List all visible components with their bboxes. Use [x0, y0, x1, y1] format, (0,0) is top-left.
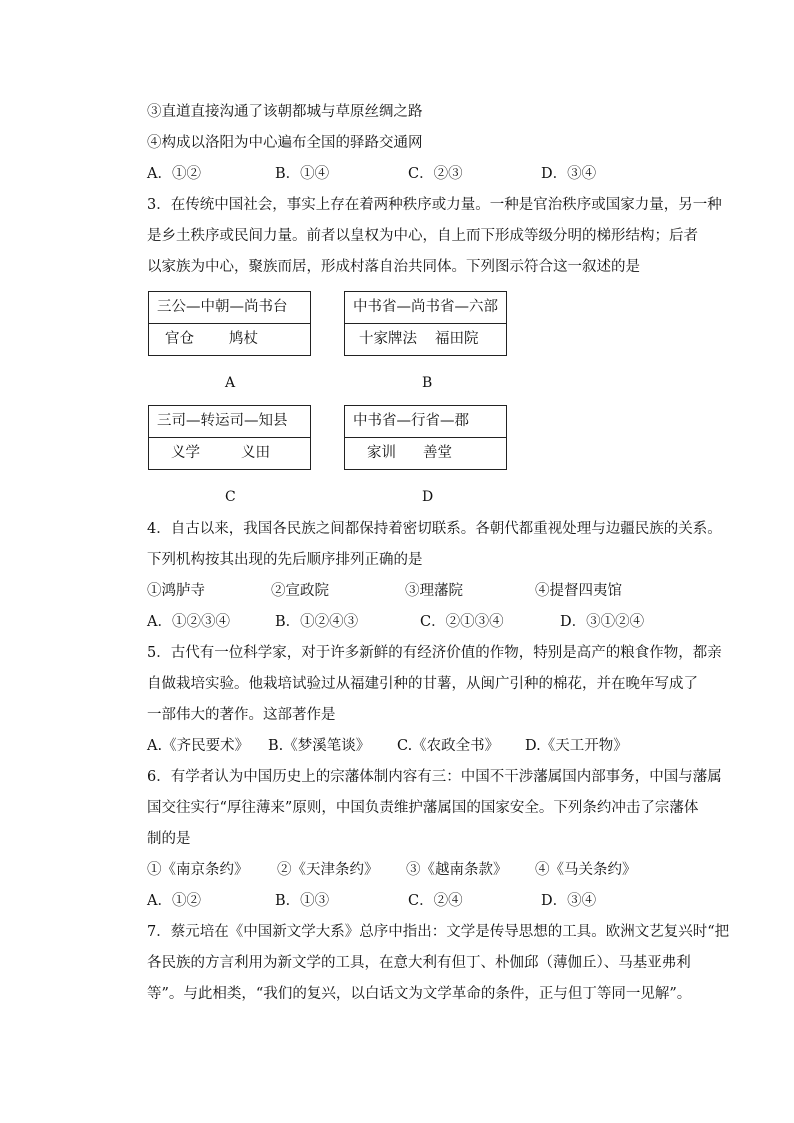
q2-option-c: C．②③ [408, 166, 463, 182]
q4-item-3: ③理藩院 [405, 583, 463, 599]
q6-option-c: C．②④ [408, 893, 463, 909]
diagram-a-local [149, 324, 310, 354]
diagram-b [344, 291, 507, 356]
q3-stem-line-3: 以家族为中心，聚族而居，形成村落自治共同体。下列图示符合这一叙述的是 [147, 259, 640, 275]
q4-item-2: ②宣政院 [271, 583, 329, 599]
diagram-a-item-left: 官仓 [165, 331, 194, 347]
diagram-d-label: D [422, 489, 434, 505]
q3-stem-line-1: 3．在传统中国社会，事实上存在着两种秩序或力量。一种是官治秩序或国家力量，另一种 [147, 197, 722, 213]
q6-item-1: ①《南京条约》 [147, 862, 249, 878]
diagram-a-hierarchy: 三公—中朝—尚书台 [149, 292, 310, 324]
diagram-a-item-right: 鸠杖 [229, 331, 258, 347]
diagram-b-label: B [422, 375, 433, 391]
diagram-c [148, 405, 311, 470]
diagram-d-item-left: 家训 [367, 445, 396, 461]
diagram-c-item-right: 义田 [241, 445, 270, 461]
q5-option-c: C.《农政全书》 [397, 738, 500, 754]
diagram-c-hierarchy: 三司—转运司—知县 [149, 406, 310, 438]
q6-item-2: ②《天津条约》 [277, 862, 379, 878]
q6-option-d: D．③④ [541, 893, 597, 909]
q7-stem-line-2: 各民族的方言利用为新文学的工具，在意大利有但丁、朴伽邱（薄伽丘）、马基亚弗利 [147, 955, 691, 971]
diagram-b-hierarchy: 中书省—尚书省—六部 [345, 292, 506, 324]
q6-stem-line-3: 制的是 [147, 831, 191, 847]
q3-stem-line-2: 是乡土秩序或民间力量。前者以皇权为中心，自上而下形成等级分明的梯形结构；后者 [147, 228, 698, 244]
q6-item-3: ③《越南条款》 [406, 862, 508, 878]
q5-option-d: D.《天工开物》 [525, 738, 628, 754]
diagram-d-item-right: 善堂 [423, 445, 452, 461]
q7-stem-line-1: 7．蔡元培在《中国新文学大系》总序中指出：文学是传导思想的工具。欧洲文艺复兴时“把 [147, 924, 730, 940]
diagram-d [344, 405, 507, 470]
q6-item-4: ④《马关条约》 [535, 862, 637, 878]
q2-option-a: A．①② [147, 166, 201, 182]
q4-option-d: D．③①②④ [560, 614, 645, 630]
diagram-c-item-left: 义学 [171, 445, 200, 461]
q4-stem-line-2: 下列机构按其出现的先后顺序排列正确的是 [147, 552, 423, 568]
q5-stem-line-2: 自做栽培实验。他栽培试验过从福建引种的甘薯，从闽广引种的棉花，并在晚年写成了 [147, 676, 698, 692]
diagram-b-local [345, 324, 506, 354]
q6-stem-line-2: 国交往实行“厚往薄来”原则，中国负责维护藩属国的国家安全。下列条约冲击了宗藩体 [147, 800, 699, 816]
q5-stem-line-3: 一部伟大的著作。这部著作是 [147, 707, 336, 723]
q4-option-c: C．②①③④ [420, 614, 504, 630]
q4-stem-line-1: 4．自古以来，我国各民族之间都保持着密切联系。各朝代都重视处理与边疆民族的关系。 [147, 521, 722, 537]
q6-option-b: B．①③ [275, 893, 330, 909]
q6-option-a: A．①② [147, 893, 201, 909]
q2-option-b: B．①④ [275, 166, 330, 182]
q2-option-d: D．③④ [541, 166, 597, 182]
q4-item-1: ①鸿胪寺 [147, 583, 205, 599]
diagram-d-hierarchy: 中书省—行省—郡 [345, 406, 506, 438]
q5-option-b: B.《梦溪笔谈》 [268, 738, 371, 754]
q2-item-3: ③直道直接沟通了该朝都城与草原丝绸之路 [147, 104, 423, 120]
diagram-b-item-left: 十家牌法 [359, 331, 417, 347]
q2-item-4: ④构成以洛阳为中心遍布全国的驿路交通网 [147, 135, 423, 151]
q5-stem-line-1: 5．古代有一位科学家，对于许多新鲜的有经济价值的作物，特别是高产的粮食作物，都亲 [147, 645, 722, 661]
q4-option-a: A．①②③④ [147, 614, 230, 630]
q6-stem-line-1: 6．有学者认为中国历史上的宗藩体制内容有三：中国不干涉藩属国内部事务，中国与藩属 [147, 769, 722, 785]
diagram-c-local [149, 438, 310, 468]
diagram-d-local [345, 438, 506, 468]
diagram-a [148, 291, 311, 356]
q4-option-b: B．①②④③ [275, 614, 359, 630]
diagram-a-label: A [225, 375, 236, 391]
diagram-c-label: C [225, 489, 236, 505]
q5-option-a: A.《齐民要术》 [147, 738, 250, 754]
diagram-b-item-right: 福田院 [435, 331, 479, 347]
q4-item-4: ④提督四夷馆 [535, 583, 622, 599]
q7-stem-line-3: 等”。与此相类，“我们的复兴，以白话文为文学革命的条件，正与但丁等同一见解”。 [147, 986, 692, 1002]
